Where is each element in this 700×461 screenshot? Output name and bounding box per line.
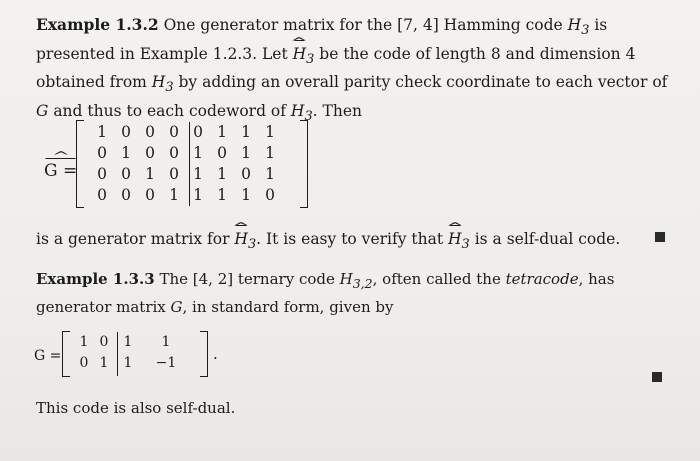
example-heading: Example 1.3.2 xyxy=(36,15,159,34)
matrix-entry: 1 xyxy=(161,334,171,350)
matrix-entry: 1 xyxy=(241,123,251,141)
matrix-entry: 0 xyxy=(145,123,155,141)
matrix-entry: 1 xyxy=(123,355,133,371)
matrix-entry: 1 xyxy=(145,165,155,183)
matrix-entry: 0 xyxy=(241,165,251,183)
extended-code-symbol: H ^ xyxy=(293,43,307,66)
matrix-entry: 0 xyxy=(97,144,107,162)
matrix-entry: 0 xyxy=(97,165,107,183)
matrix-entry: 1 xyxy=(169,186,179,204)
qed-square xyxy=(655,232,665,242)
matrix-label: G = ^ xyxy=(44,161,77,181)
matrix-label: G = xyxy=(34,348,62,364)
matrix-entry: 1 xyxy=(99,355,109,371)
matrix-entry: 1 xyxy=(241,144,251,162)
matrix-entry: 0 xyxy=(169,144,179,162)
matrix-entry: 0 xyxy=(169,165,179,183)
matrix-entry: 1 xyxy=(79,334,89,350)
matrix-entry: 1 xyxy=(265,144,275,162)
matrix-entry: 0 xyxy=(145,144,155,162)
code-symbol: $H_{3,2}$ xyxy=(339,270,373,291)
qed-square xyxy=(652,372,662,382)
code-symbol: $H_3$ xyxy=(290,101,313,124)
right-bracket xyxy=(200,331,208,377)
matrix-entry: 0 xyxy=(193,123,203,141)
matrix-entry: −1 xyxy=(155,355,177,371)
matrix-entry: 0 xyxy=(99,334,109,350)
example-heading: Example 1.3.3 xyxy=(36,270,155,288)
matrix-entry: 1 xyxy=(265,165,275,183)
matrix-entry: 0 xyxy=(145,186,155,204)
right-bracket xyxy=(300,120,308,208)
code-symbol: $H_3$ xyxy=(151,73,174,96)
matrix-period: . xyxy=(213,345,218,363)
example-1-3-3-paragraph: Example 1.3.3 The [4, 2] ternary code $H_{3,2}$, often called the tetracode, has generator matrix G, in standard form, given by xyxy=(36,270,615,316)
matrix-entry: 1 xyxy=(193,144,203,162)
matrix-entries xyxy=(90,122,282,206)
matrix-entry: 0 xyxy=(97,186,107,204)
matrix-entry: 1 xyxy=(217,186,227,204)
matrix-entries xyxy=(74,332,190,374)
closing-sentence: This code is also self-dual. xyxy=(36,399,236,417)
left-bracket xyxy=(76,120,84,208)
matrix-symbol: G xyxy=(36,101,49,120)
matrix-entry: 1 xyxy=(217,123,227,141)
left-bracket xyxy=(62,331,70,377)
matrix-entry: 1 xyxy=(97,123,107,141)
matrix-entry: 1 xyxy=(193,186,203,204)
matrix-description: is a generator matrix for H $\^{}_3$. It is easy to verify that H $\^{}_3$ is a self-dual code. xyxy=(36,228,672,257)
matrix-entry: 1 xyxy=(241,186,251,204)
matrix-entry: 0 xyxy=(217,144,227,162)
matrix-symbol: G xyxy=(170,297,183,316)
tetracode-term: tetracode xyxy=(505,270,579,288)
matrix-entry: 0 xyxy=(169,123,179,141)
matrix-entry: 0 xyxy=(121,186,131,204)
matrix-entry: 0 xyxy=(121,123,131,141)
generator-matrix-extended xyxy=(76,120,308,208)
matrix-entry: 1 xyxy=(121,144,131,162)
extended-code-symbol: H ^ xyxy=(448,228,462,251)
extended-code-symbol: H ^ xyxy=(234,228,248,251)
matrix-entry: 0 xyxy=(79,355,89,371)
matrix-entry: 1 xyxy=(193,165,203,183)
code-symbol: $H_3$ xyxy=(567,16,590,39)
matrix-entry: 1 xyxy=(217,165,227,183)
generator-matrix-tetracode xyxy=(62,331,208,377)
matrix-entry: 0 xyxy=(265,186,275,204)
matrix-entry: 1 xyxy=(123,334,133,350)
example-1-3-2-paragraph: Example 1.3.2 One generator matrix for the [7, 4] Hamming code $H_3$ is presented in Example 1.2.3. Let H $\^{}_3$ be the code of length 8 and dimension 4 obtained from $H_3$ by adding an overall parity check coordinate to each vector of G and thus to each codeword of $H_3$. Then xyxy=(36,14,672,128)
matrix-entry: 0 xyxy=(121,165,131,183)
matrix-entry: 1 xyxy=(265,123,275,141)
